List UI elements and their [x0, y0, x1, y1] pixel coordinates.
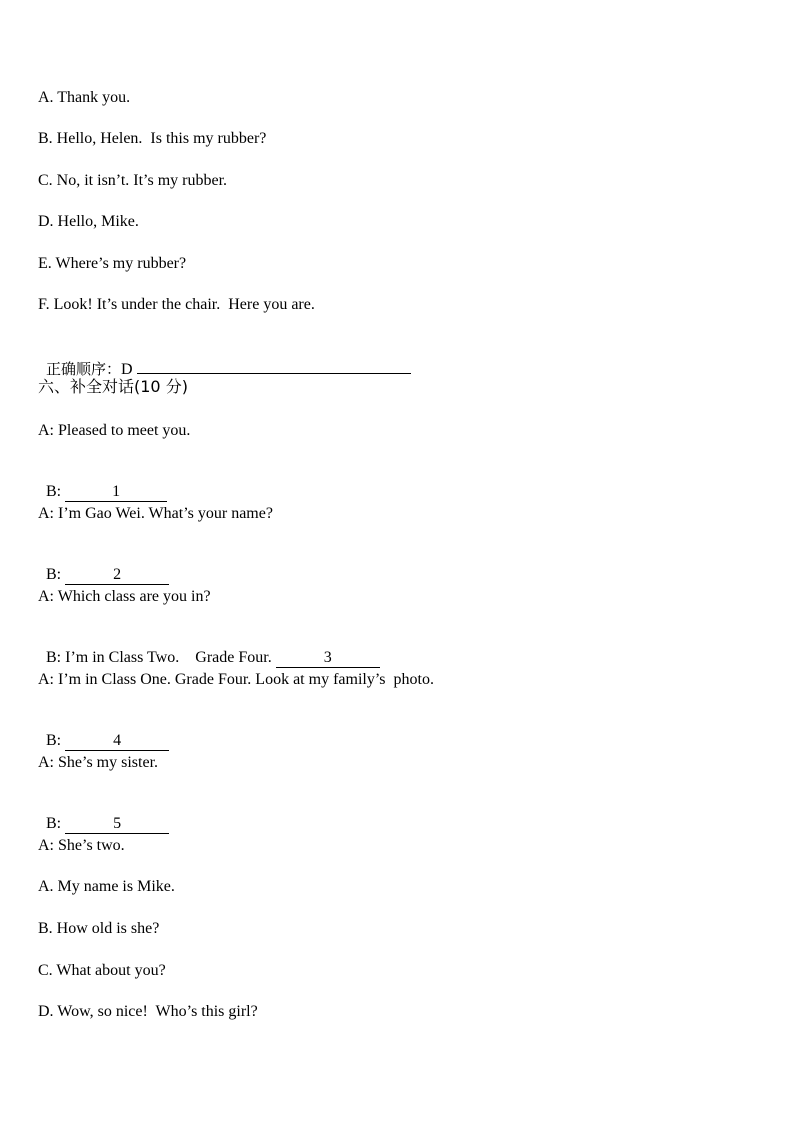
dialogue-line-5: A: Which class are you in? [38, 588, 211, 605]
dialogue-line-10 [38, 794, 169, 834]
dialogue-line-6 [38, 628, 380, 668]
dialogue-line-7: A: I’m in Class One. Grade Four. Look at my family’s photo. [38, 671, 434, 688]
dialogue-line-2 [38, 462, 167, 502]
ordering-option-a: A. Thank you. [38, 89, 131, 106]
dialogue-line-8 [38, 711, 169, 751]
answer-blank-1[interactable]: 1 [65, 483, 167, 502]
answer-blank-5[interactable]: 5 [65, 815, 169, 834]
answer-blank-4[interactable]: 4 [65, 732, 169, 751]
ordering-option-c: C. No, it isn’t. It’s my rubber. [38, 172, 228, 189]
choice-b: B. How old is she? [38, 920, 160, 937]
dialogue-speaker: B: [46, 483, 66, 500]
dialogue-line-3: A: I’m Gao Wei. What’s your name? [38, 505, 273, 522]
dialogue-line-4 [38, 545, 169, 585]
choice-c: C. What about you? [38, 962, 166, 979]
section-title: 六、补全对话(10 分) [38, 377, 188, 396]
choice-a: A. My name is Mike. [38, 878, 175, 895]
ordering-answer-label: 正确顺序： [46, 360, 122, 378]
answer-blank-3[interactable]: 3 [276, 649, 380, 668]
ordering-option-f: F. Look! It’s under the chair. Here you are. [38, 296, 315, 313]
ordering-option-e: E. Where’s my rubber? [38, 255, 187, 272]
ordering-answer-line [38, 337, 411, 380]
dialogue-speaker: B: [46, 732, 66, 749]
ordering-answer-blank[interactable] [137, 357, 411, 374]
choice-d: D. Wow, so nice! Who’s this girl? [38, 1003, 258, 1020]
dialogue-line-9: A: She’s my sister. [38, 754, 159, 771]
dialogue-text: B: I’m in Class Two. Grade Four. [46, 649, 276, 666]
ordering-option-d: D. Hello, Mike. [38, 213, 139, 230]
dialogue-line-11: A: She’s two. [38, 837, 125, 854]
dialogue-speaker: B: [46, 815, 66, 832]
answer-blank-2[interactable]: 2 [65, 566, 169, 585]
dialogue-speaker: B: [46, 566, 66, 583]
ordering-answer-start: D [121, 361, 133, 378]
dialogue-line-1: A: Pleased to meet you. [38, 422, 191, 439]
ordering-option-b: B. Hello, Helen. Is this my rubber? [38, 130, 267, 147]
